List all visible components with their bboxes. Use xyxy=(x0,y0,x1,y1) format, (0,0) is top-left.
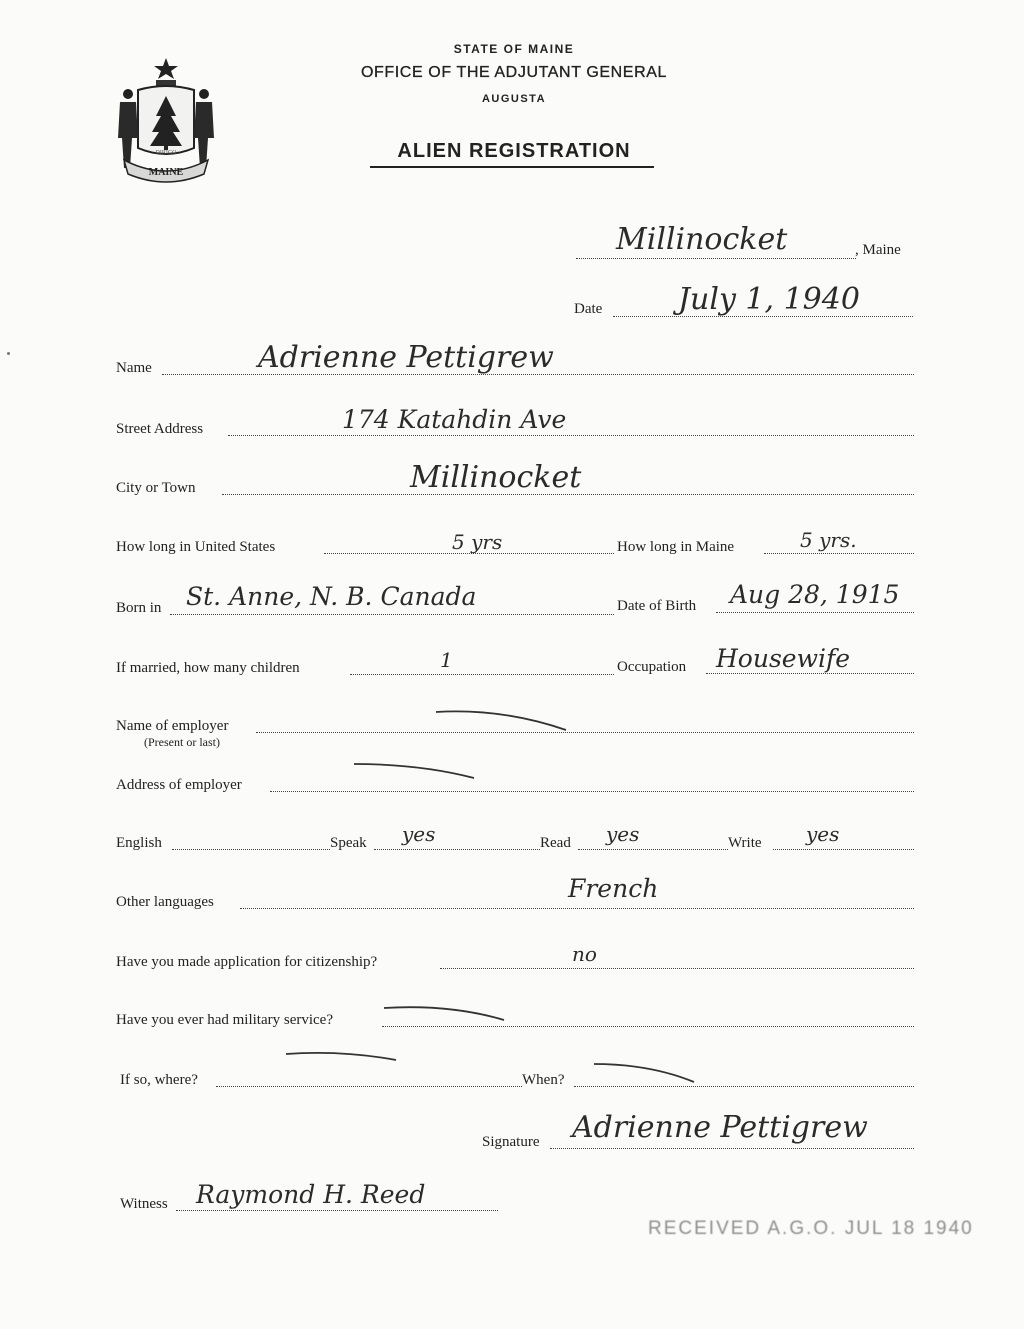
read-label: Read xyxy=(540,835,571,851)
paper-speck xyxy=(7,352,10,355)
witness-line xyxy=(176,1210,498,1211)
city-value: Millinocket xyxy=(410,460,582,495)
speak-label: Speak xyxy=(330,835,367,851)
write-value: yes xyxy=(806,822,840,846)
street-line xyxy=(228,435,914,436)
dob-label: Date of Birth xyxy=(617,598,697,614)
signature-value: Adrienne Pettigrew xyxy=(572,1110,868,1145)
place-value: Millinocket xyxy=(616,222,788,257)
speak-line xyxy=(374,849,540,850)
other-languages-line xyxy=(240,908,914,909)
english-line xyxy=(172,849,330,850)
write-line xyxy=(773,849,914,850)
svg-text:MAINE: MAINE xyxy=(148,167,184,178)
received-stamp: RECEIVED A.G.O. JUL 18 1940 xyxy=(648,1218,974,1239)
employer-sublabel: (Present or last) xyxy=(144,735,220,749)
maine-value: 5 yrs. xyxy=(800,528,857,552)
title-underline xyxy=(370,166,654,168)
name-value: Adrienne Pettigrew xyxy=(258,340,554,375)
military-label: Have you ever had military service? xyxy=(116,1012,333,1028)
form-title: ALIEN REGISTRATION xyxy=(397,140,631,162)
date-value: July 1, 1940 xyxy=(678,282,860,317)
header-city: AUGUSTA xyxy=(481,93,547,105)
citizenship-label: Have you made application for citizenship? xyxy=(116,954,378,970)
maine-label: How long in Maine xyxy=(617,539,735,555)
occupation-label: Occupation xyxy=(617,659,687,675)
where-blank-dash xyxy=(282,1048,402,1068)
occupation-line xyxy=(706,673,914,674)
place-suffix-label: , Maine xyxy=(855,242,901,258)
when-label: When? xyxy=(522,1072,565,1088)
write-label: Write xyxy=(728,835,762,851)
date-label: Date xyxy=(574,301,603,317)
maine-line xyxy=(764,553,914,554)
born-value: St. Anne, N. B. Canada xyxy=(186,582,477,611)
military-blank-dash xyxy=(380,1000,510,1026)
read-line xyxy=(578,849,728,850)
children-label: If married, how many children xyxy=(116,660,300,676)
employer-label: Name of employer xyxy=(116,718,229,734)
dob-value: Aug 28, 1915 xyxy=(730,580,900,609)
witness-label: Witness xyxy=(120,1196,168,1212)
english-label: English xyxy=(116,835,162,851)
when-blank-dash xyxy=(590,1058,700,1088)
employer-address-label: Address of employer xyxy=(116,777,242,793)
signature-label: Signature xyxy=(482,1134,540,1150)
other-languages-value: French xyxy=(568,874,659,903)
header-office: OFFICE OF THE ADJUTANT GENERAL xyxy=(360,64,668,81)
street-value: 174 Katahdin Ave xyxy=(342,405,567,434)
read-value: yes xyxy=(606,822,640,846)
svg-text:DIRIGO: DIRIGO xyxy=(155,150,177,156)
header-state: STATE OF MAINE xyxy=(453,42,575,56)
city-label: City or Town xyxy=(116,480,196,496)
signature-line xyxy=(550,1148,914,1149)
street-label: Street Address xyxy=(116,421,204,437)
children-line xyxy=(350,674,614,675)
dob-line xyxy=(716,612,914,613)
other-languages-label: Other languages xyxy=(116,894,214,910)
witness-value: Raymond H. Reed xyxy=(196,1180,426,1209)
employer-line xyxy=(256,732,914,733)
where-line xyxy=(216,1086,522,1087)
occupation-value: Housewife xyxy=(716,644,851,673)
where-label: If so, where? xyxy=(120,1072,198,1088)
speak-value: yes xyxy=(402,822,436,846)
name-label: Name xyxy=(116,360,152,376)
employer-blank-dash xyxy=(432,704,572,736)
citizenship-line xyxy=(440,968,914,969)
employer-address-blank-dash xyxy=(350,758,480,784)
born-line xyxy=(170,614,614,615)
employer-address-line xyxy=(270,791,914,792)
born-label: Born in xyxy=(116,600,162,616)
children-value: 1 xyxy=(440,648,453,672)
place-line xyxy=(576,258,856,259)
citizenship-value: no xyxy=(572,942,597,966)
us-label: How long in United States xyxy=(116,539,276,555)
us-value: 5 yrs xyxy=(452,530,503,554)
military-line xyxy=(382,1026,914,1027)
maine-state-seal xyxy=(110,56,222,184)
